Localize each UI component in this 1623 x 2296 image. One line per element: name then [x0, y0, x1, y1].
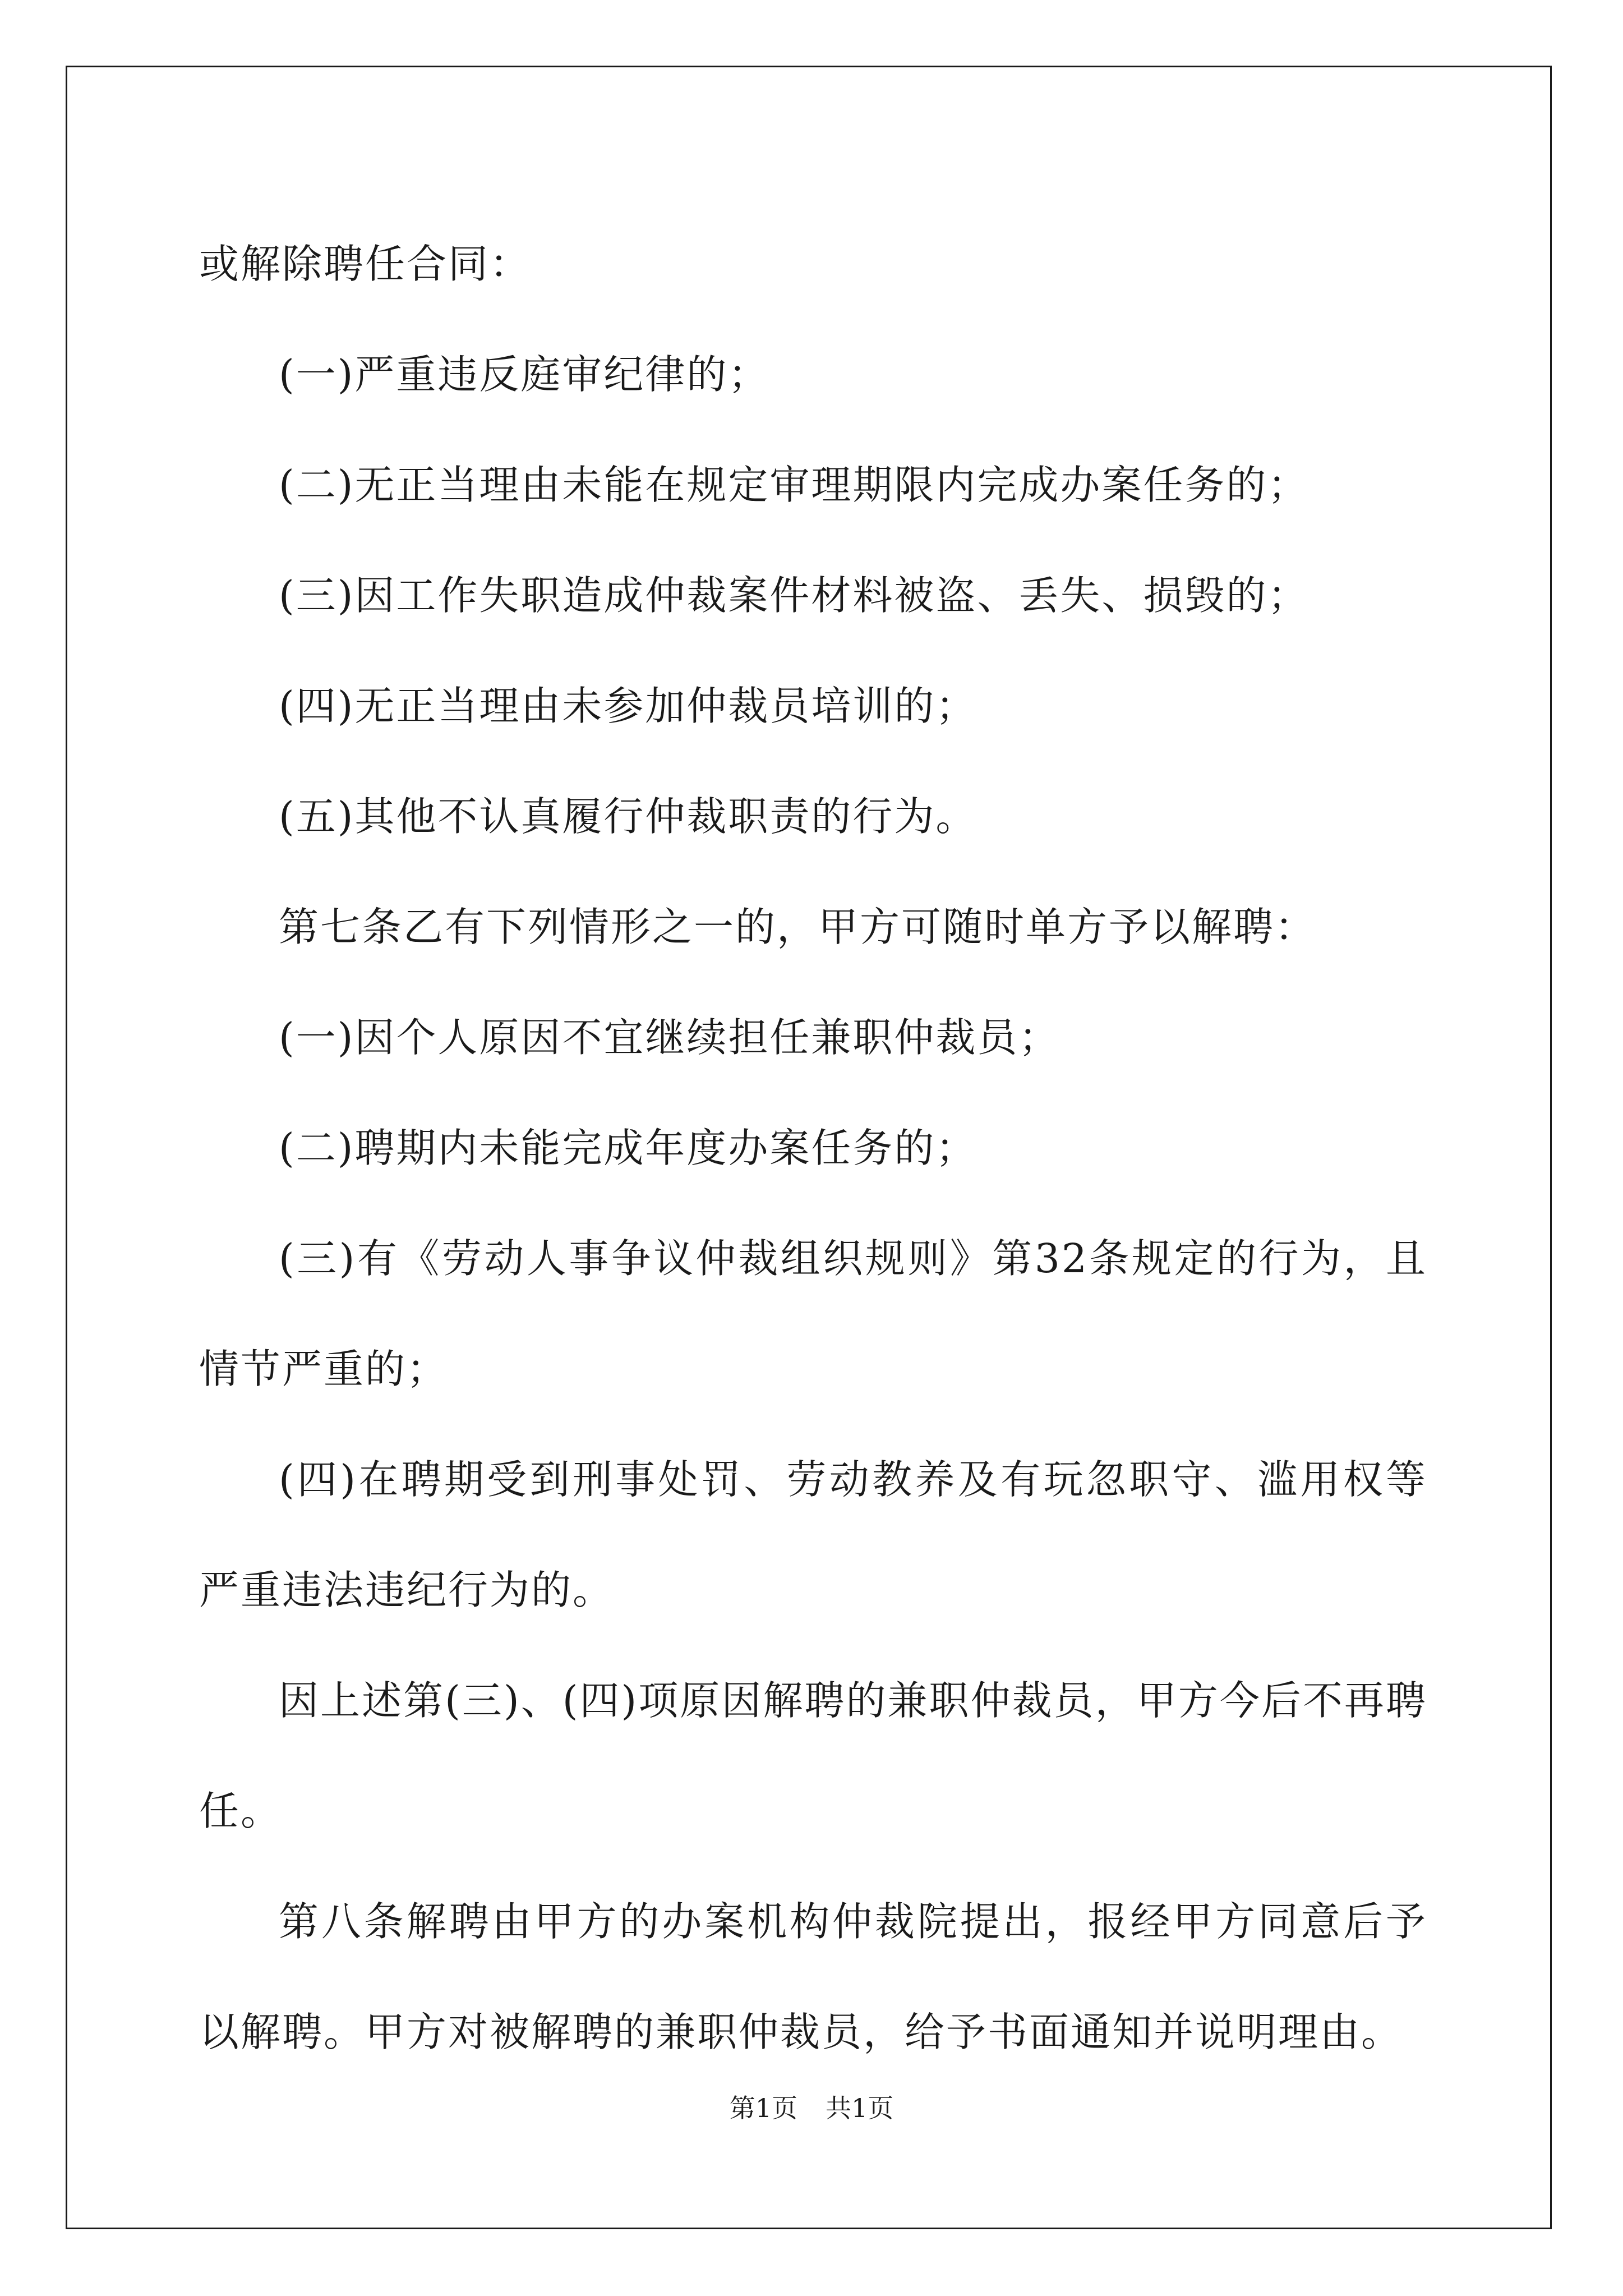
- paragraph: (三)因工作失职造成仲裁案件材料被盗、丢失、损毁的；: [279, 572, 1310, 619]
- paragraph: (三)有《劳动人事争议仲裁组织规则》第32条规定的行为，且情节严重的；: [199, 1235, 1427, 1392]
- paragraph: (一)严重违反庭审纪律的；: [279, 351, 770, 398]
- paragraph: 或解除聘任合同：: [199, 241, 532, 287]
- paragraph: (四)无正当理由未参加仲裁员培训的；: [279, 683, 978, 729]
- paragraph: (二)聘期内未能完成年度办案任务的；: [279, 1125, 978, 1171]
- document-body: [199, 209, 1427, 2087]
- paragraph: (四)在聘期受到刑事处罚、劳动教养及有玩忽职守、滥用权等严重违法违纪行为的。: [199, 1456, 1427, 1613]
- paragraph: (二)无正当理由未能在规定审理期限内完成办案任务的；: [279, 462, 1310, 508]
- page-number: 第1页: [729, 2093, 797, 2123]
- paragraph: 第七条乙有下列情形之一的，甲方可随时单方予以解聘：: [279, 904, 1317, 950]
- page-total: 共1页: [826, 2093, 894, 2123]
- paragraph: (五)其他不认真履行仲裁职责的行为。: [279, 793, 978, 840]
- paragraph: 第八条解聘由甲方的办案机构仲裁院提出，报经甲方同意后予以解聘。甲方对被解聘的兼职仲裁员，给予书面通知并说明理由。: [199, 1898, 1427, 2055]
- paragraph: 因上述第(三)、(四)项原因解聘的兼职仲裁员，甲方今后不再聘任。: [199, 1677, 1427, 1834]
- page-footer: [0, 2088, 1623, 2125]
- paragraph: (一)因个人原因不宜继续担任兼职仲裁员；: [279, 1014, 1061, 1061]
